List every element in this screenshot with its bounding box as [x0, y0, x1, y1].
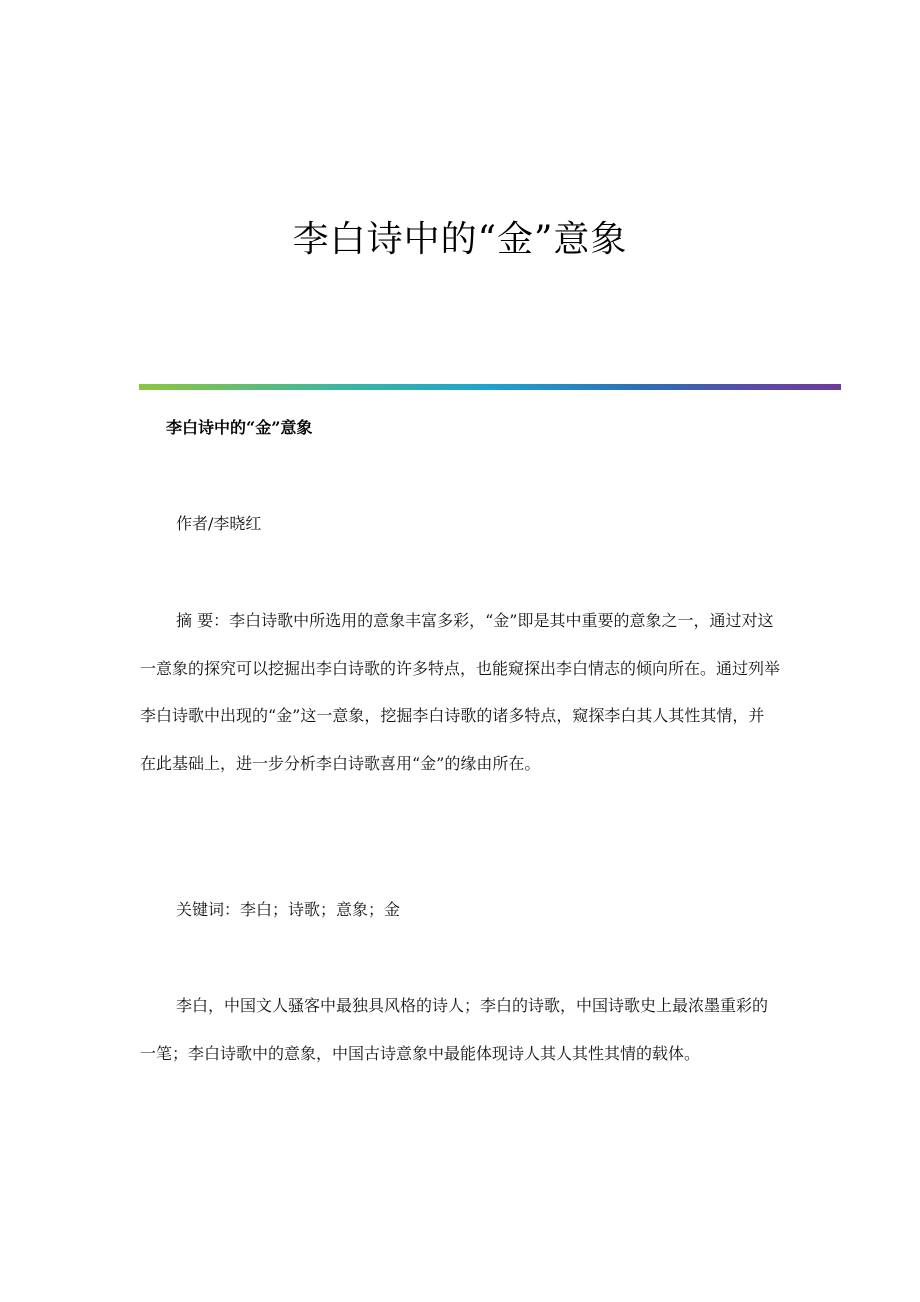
article-subtitle: 李白诗中的“金”意象 — [166, 418, 313, 437]
document-title: 李白诗中的“金”意象 — [292, 219, 628, 260]
gradient-divider — [139, 384, 841, 390]
abstract-paragraph: 摘 要：李白诗歌中所选用的意象丰富多彩，“金”即是其中重要的意象之一，通过对这一意象的探究可以挖掘出李白诗歌的许多特点，也能窥探出李白情志的倾向所在。通过列举李白诗歌中出现的“金”这一意象，挖掘李白诗歌的诸多特点，窥探李白其人其性其情，并在此基础上，进一步分析李白诗歌喜用“金”的缘由所在。 — [140, 611, 781, 773]
body-paragraph: 李白，中国文人骚客中最独具风格的诗人；李白的诗歌，中国诗歌史上最浓墨重彩的一笔；李白诗歌中的意象，中国古诗意象中最能体现诗人其人其性其情的载体。 — [140, 996, 769, 1063]
keywords-line: 关键词：李白；诗歌；意象；金 — [176, 900, 401, 919]
author-line: 作者/李晓红 — [176, 514, 262, 533]
